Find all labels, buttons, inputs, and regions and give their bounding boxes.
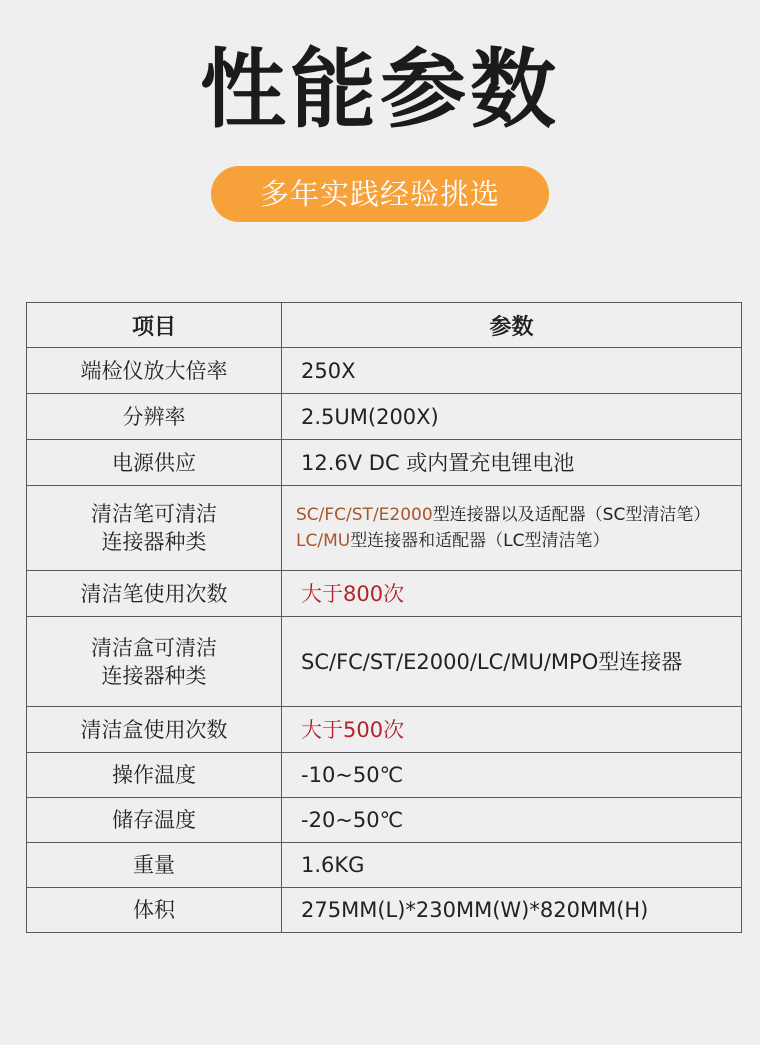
row-value (282, 486, 742, 571)
row-item: 清洁笔使用次数 (27, 571, 282, 617)
table-row (27, 486, 742, 571)
row-value: -20~50℃ (282, 798, 742, 843)
row-item: 操作温度 (27, 753, 282, 798)
header-param: 参数 (282, 303, 742, 348)
table-row (27, 394, 742, 440)
row-value: 1.6KG (282, 843, 742, 888)
row-value: 275MM(L)*230MM(W)*820MM(H) (282, 888, 742, 933)
value-line (296, 502, 741, 528)
table-row (27, 440, 742, 486)
row-item: 清洁盒可清洁 连接器种类 (27, 617, 282, 707)
row-value: SC/FC/ST/E2000/LC/MU/MPO型连接器 (282, 617, 742, 707)
table-row (27, 348, 742, 394)
value-rest: 型连接器和适配器（LC型清洁笔） (350, 531, 610, 551)
value-rest: 型连接器以及适配器（SC型清洁笔） (432, 505, 711, 525)
table-row (27, 798, 742, 843)
header-item: 项目 (27, 303, 282, 348)
row-item: 体积 (27, 888, 282, 933)
table-header-row (27, 303, 742, 348)
value-line (296, 528, 741, 554)
value-accent: LC/MU (296, 531, 351, 551)
table-row (27, 843, 742, 888)
subtitle-badge: 多年实践经验挑选 (211, 166, 549, 222)
row-item: 储存温度 (27, 798, 282, 843)
row-value: 大于500次 (282, 707, 742, 753)
page-title: 性能参数 (200, 40, 560, 140)
row-item: 电源供应 (27, 440, 282, 486)
row-value: -10~50℃ (282, 753, 742, 798)
row-item: 清洁笔可清洁 连接器种类 (27, 486, 282, 571)
row-item: 分辨率 (27, 394, 282, 440)
table-row (27, 571, 742, 617)
row-value: 2.5UM(200X) (282, 394, 742, 440)
spec-table (26, 302, 742, 933)
table-row (27, 707, 742, 753)
row-item: 清洁盒使用次数 (27, 707, 282, 753)
row-value: 250X (282, 348, 742, 394)
value-accent: SC/FC/ST/E2000 (296, 505, 433, 525)
row-value: 12.6V DC 或内置充电锂电池 (282, 440, 742, 486)
table-row (27, 617, 742, 707)
table-row (27, 753, 742, 798)
row-value: 大于800次 (282, 571, 742, 617)
table-row (27, 888, 742, 933)
row-item: 重量 (27, 843, 282, 888)
row-item: 端检仪放大倍率 (27, 348, 282, 394)
